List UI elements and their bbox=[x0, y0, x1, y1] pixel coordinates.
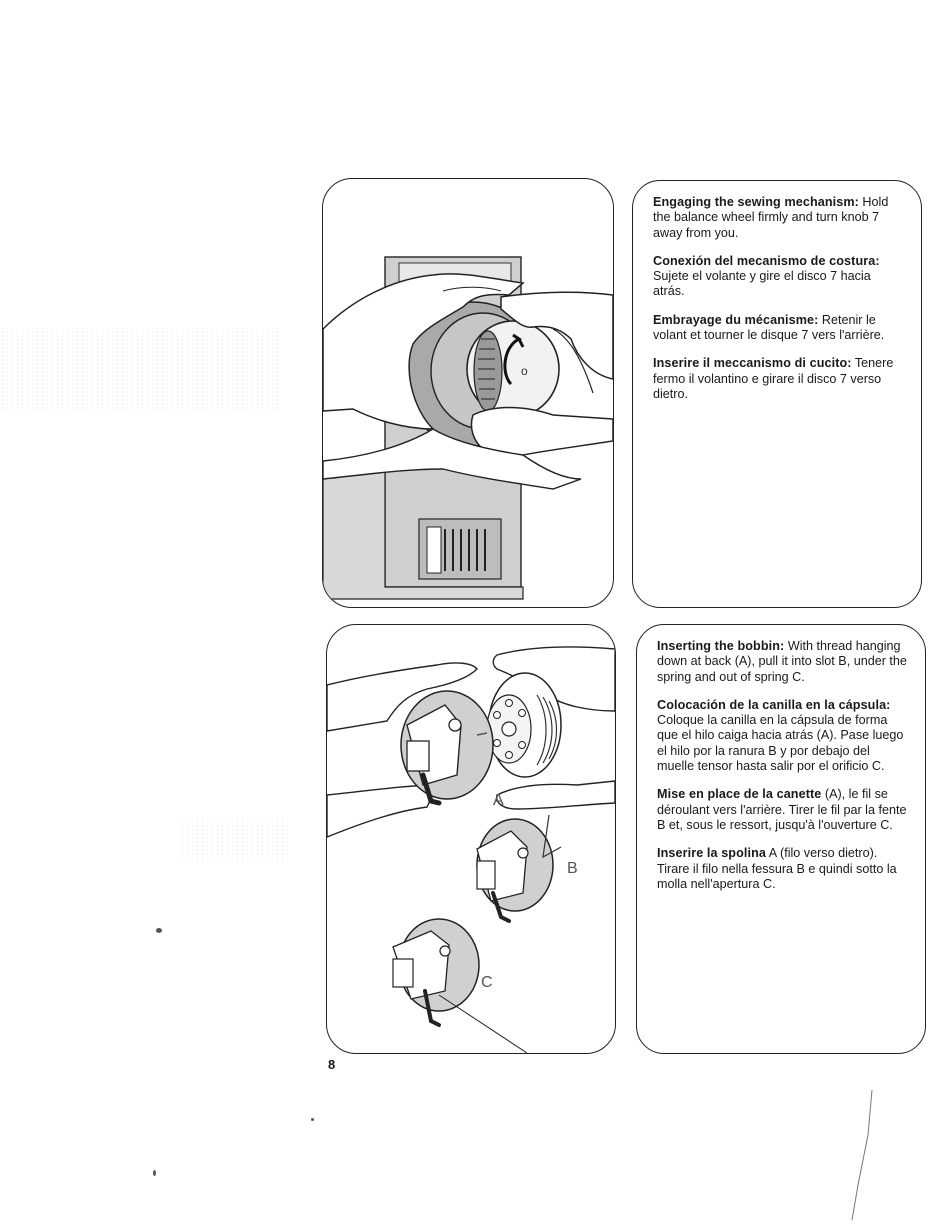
bobbin-illustration bbox=[327, 625, 615, 1053]
heading-spanish: Conexión del mecanismo de costura: bbox=[653, 253, 880, 268]
bobbin-case-b bbox=[477, 815, 561, 921]
scan-speck bbox=[153, 1170, 156, 1176]
paragraph-italian bbox=[657, 846, 909, 892]
bobbin-case-c bbox=[393, 919, 527, 1053]
heading-french: Mise en place de la canette bbox=[657, 787, 822, 802]
heading-spanish: Colocación de la canilla en la cápsula: bbox=[657, 697, 891, 712]
paragraph-english bbox=[653, 195, 905, 241]
scan-stray-line bbox=[840, 1085, 880, 1225]
scan-noise bbox=[0, 330, 280, 410]
body-english: With thread hanging down at back (A), pull it into slot B, under the spring and out of spring C. bbox=[657, 639, 907, 684]
label-c: C bbox=[481, 974, 493, 991]
paragraph-french bbox=[657, 787, 909, 833]
paragraph-french bbox=[653, 313, 905, 344]
heading-italian: Inserire il meccanismo di cucito: bbox=[653, 356, 852, 371]
text-panel-bobbin bbox=[636, 624, 926, 1054]
paragraph-spanish bbox=[653, 254, 905, 300]
knob-mark-label: o bbox=[521, 364, 528, 378]
scan-noise bbox=[180, 820, 290, 860]
heading-english: Engaging the sewing mechanism: bbox=[653, 195, 859, 209]
page-number: 8 bbox=[328, 1057, 336, 1072]
label-a: A bbox=[493, 792, 504, 809]
body-french: (A), le fil se déroulant vers l'arrière. Tirer le fil par la fente B et, sous le ressort, jusqu'à l'ouverture C. bbox=[657, 787, 907, 832]
body-french: Retenir le volant et tourner le disque 7 vers l'arrière. bbox=[653, 312, 885, 343]
heading-english: Inserting the bobbin: bbox=[657, 639, 785, 653]
heading-italian: Inserire la spolina bbox=[657, 846, 766, 861]
scan-speck bbox=[156, 928, 162, 933]
illustration-bobbin-panel bbox=[326, 624, 616, 1054]
label-b: B bbox=[567, 860, 578, 877]
illustration-knob-panel bbox=[322, 178, 614, 608]
body-spanish: Sujete el volante y gire el disco 7 hacia atrás. bbox=[653, 269, 871, 299]
body-spanish: Coloque la canilla en la cápsula de forma que el hilo caiga hacia atrás (A). Pase luego el hilo por la ranura B y por debajo del muelle tensor hasta salir por el orificio C. bbox=[657, 713, 904, 774]
knob-illustration bbox=[323, 179, 613, 607]
paragraph-italian bbox=[653, 356, 905, 402]
body-italian: A (filo verso dietro). Tirare il filo nella fessura B e quindi sotto la molla nell'apertura C. bbox=[657, 846, 897, 891]
text-panel-engaging bbox=[632, 180, 922, 608]
scan-speck bbox=[311, 1118, 314, 1121]
paragraph-english bbox=[657, 639, 909, 685]
heading-french: Embrayage du mécanisme: bbox=[653, 312, 819, 327]
paragraph-spanish bbox=[657, 698, 909, 774]
body-italian: Tenere fermo il volantino e girare il disco 7 verso dietro. bbox=[653, 356, 894, 401]
bobbin-drawing bbox=[487, 673, 561, 777]
body-english: Hold the balance wheel firmly and turn knob 7 away from you. bbox=[653, 195, 889, 240]
